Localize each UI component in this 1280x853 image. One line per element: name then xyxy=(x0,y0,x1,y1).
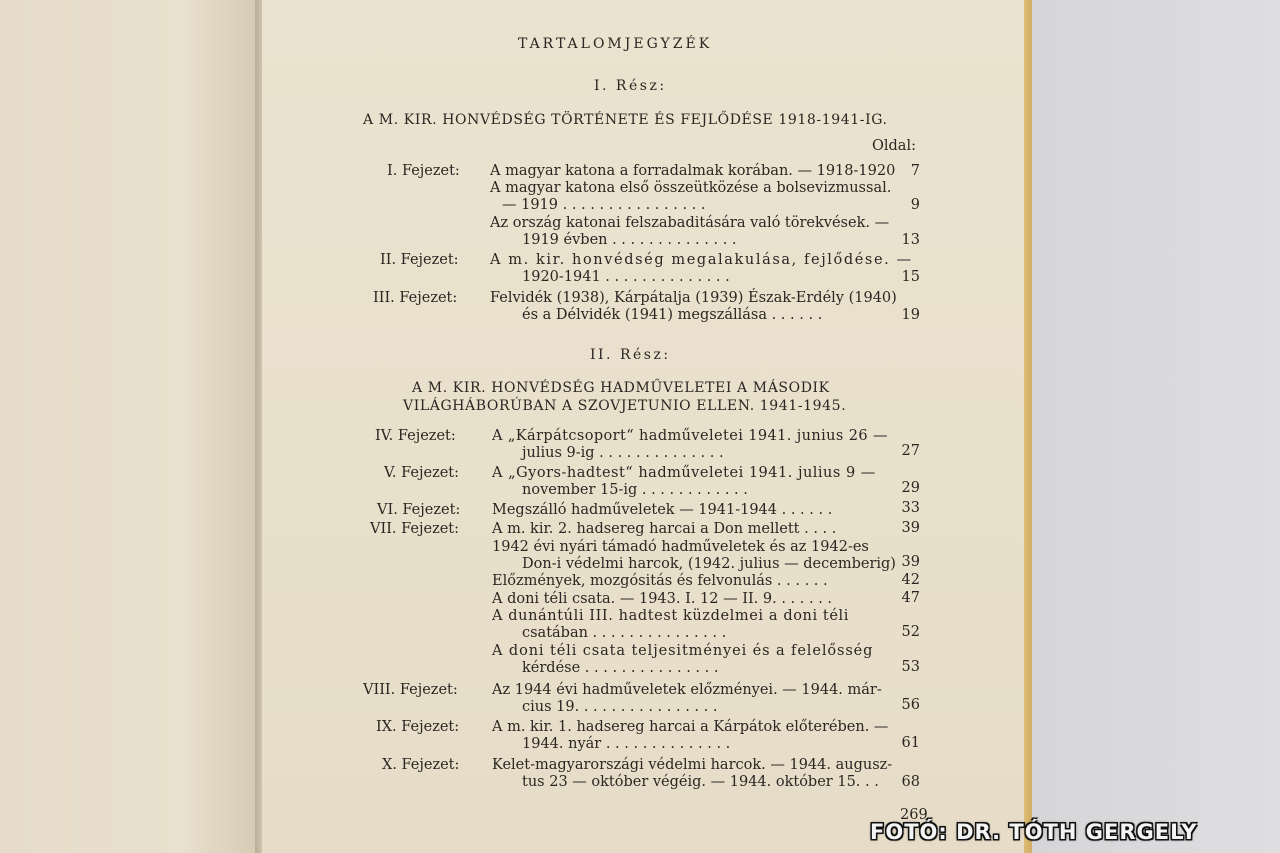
toc-page-number: 15 xyxy=(901,269,920,285)
toc-entry: 1942 évi nyári támadó hadműveletek és az 1942-es xyxy=(492,539,869,555)
toc-entry: 1944. nyár . . . . . . . . . . . . . . xyxy=(522,736,731,752)
toc-page-number: 42 xyxy=(901,572,920,588)
toc-entry: cius 19. . . . . . . . . . . . . . . . xyxy=(522,699,718,715)
part2-heading-line1: A M. KIR. HONVÉDSÉG HADMŰVELETEI A MÁSODIK xyxy=(412,380,830,396)
photo-credit-watermark: FOTÓ: DR. TÓTH GERGELY xyxy=(870,820,1198,844)
toc-page-number: 39 xyxy=(901,520,920,536)
toc-page-number: 61 xyxy=(901,735,920,751)
toc-page-number: 56 xyxy=(901,697,920,713)
toc-page-number: 53 xyxy=(901,659,920,675)
page-title: TARTALOMJEGYZÉK xyxy=(518,36,713,52)
toc-entry: — 1919 . . . . . . . . . . . . . . . . xyxy=(502,197,706,213)
part2-label: II. Rész: xyxy=(590,347,671,363)
toc-entry: Felvidék (1938), Kárpátalja (1939) Észak-Erdély (1940) xyxy=(490,290,897,306)
toc-page-number: 27 xyxy=(901,443,920,459)
toc-entry: A magyar katona első összeütközése a bolsevizmussal. xyxy=(490,180,892,196)
toc-page-number: 29 xyxy=(901,480,920,496)
part2-heading-line2: VILÁGHÁBORÚBAN A SZOVJETUNIO ELLEN. 1941-1945. xyxy=(403,398,847,414)
toc-page-number: 19 xyxy=(901,307,920,323)
left-page xyxy=(0,0,262,853)
chapter-label: II. Fejezet: xyxy=(380,252,459,268)
toc-page-number: 9 xyxy=(910,197,920,213)
toc-page-number: 39 xyxy=(901,554,920,570)
toc-entry: Don-i védelmi harcok, (1942. julius — decemberig) xyxy=(522,556,896,572)
toc-entry: tus 23 — október végéig. — 1944. október 15. . . xyxy=(522,774,879,790)
toc-entry: A „Gyors-hadtest“ hadműveletei 1941. julius 9 — xyxy=(492,465,876,481)
toc-entry: A doni téli csata teljesitményei és a felelősség xyxy=(492,643,874,659)
toc-entry: A m. kir. 2. hadsereg harcai a Don mellett . . . . xyxy=(492,521,837,537)
toc-entry: A doni téli csata. — 1943. I. 12 — II. 9. . . . . . . xyxy=(492,591,833,607)
chapter-label: V. Fejezet: xyxy=(384,465,460,481)
toc-entry: Kelet-magyarországi védelmi harcok. — 1944. augusz- xyxy=(492,757,893,773)
toc-entry: november 15-ig . . . . . . . . . . . . xyxy=(522,482,748,498)
chapter-label: IV. Fejezet: xyxy=(375,428,456,444)
toc-entry: A magyar katona a forradalmak korában. — 1918-1920 xyxy=(490,163,896,179)
part1-heading: A M. KIR. HONVÉDSÉG TÖRTÉNETE ÉS FEJLŐDÉSE 1918-1941-IG. xyxy=(363,112,888,128)
toc-page-number: 13 xyxy=(901,232,920,248)
backdrop xyxy=(1032,0,1280,853)
toc-entry: A dunántúli III. hadtest küzdelmei a doni téli xyxy=(492,608,850,624)
toc-entry: A m. kir. honvédség megalakulása, fejlődése. — xyxy=(490,252,913,268)
contents-page xyxy=(262,0,1024,853)
toc-entry: Megszálló hadműveletek — 1941-1944 . . . . . . xyxy=(492,502,833,518)
toc-entry: kérdése . . . . . . . . . . . . . . . xyxy=(522,660,719,676)
toc-entry: Az 1944 évi hadműveletek előzményei. — 1944. már- xyxy=(492,682,882,698)
toc-page-number: 47 xyxy=(901,590,920,606)
chapter-label: IX. Fejezet: xyxy=(376,719,460,735)
toc-entry: julius 9-ig . . . . . . . . . . . . . . xyxy=(522,445,724,461)
toc-entry: 1919 évben . . . . . . . . . . . . . . xyxy=(522,232,737,248)
toc-entry: csatában . . . . . . . . . . . . . . . xyxy=(522,625,727,641)
toc-entry: és a Délvidék (1941) megszállása . . . . . . xyxy=(522,307,823,323)
toc-page-number: 68 xyxy=(901,774,920,790)
toc-entry: Előzmények, mozgósitás és felvonulás . . . . . . xyxy=(492,573,828,589)
toc-entry: Az ország katonai felszabaditására való törekvések. — xyxy=(490,215,890,231)
chapter-label: X. Fejezet: xyxy=(382,757,460,773)
chapter-label: VIII. Fejezet: xyxy=(363,682,458,698)
chapter-label: VII. Fejezet: xyxy=(370,521,460,537)
toc-page-number: 7 xyxy=(910,163,920,179)
part1-label: I. Rész: xyxy=(594,78,667,94)
chapter-label: I. Fejezet: xyxy=(387,163,460,179)
page-number: 269 xyxy=(900,807,928,823)
toc-entry: A „Kárpátcsoport“ hadműveletei 1941. junius 26 — xyxy=(492,428,888,444)
page-column-header: Oldal: xyxy=(872,138,916,154)
chapter-label: VI. Fejezet: xyxy=(377,502,461,518)
toc-entry: 1920-1941 . . . . . . . . . . . . . . xyxy=(522,269,730,285)
toc-entry: A m. kir. 1. hadsereg harcai a Kárpátok előterében. — xyxy=(492,719,889,735)
toc-page-number: 33 xyxy=(901,500,920,516)
chapter-label: III. Fejezet: xyxy=(373,290,458,306)
toc-page-number: 52 xyxy=(901,624,920,640)
